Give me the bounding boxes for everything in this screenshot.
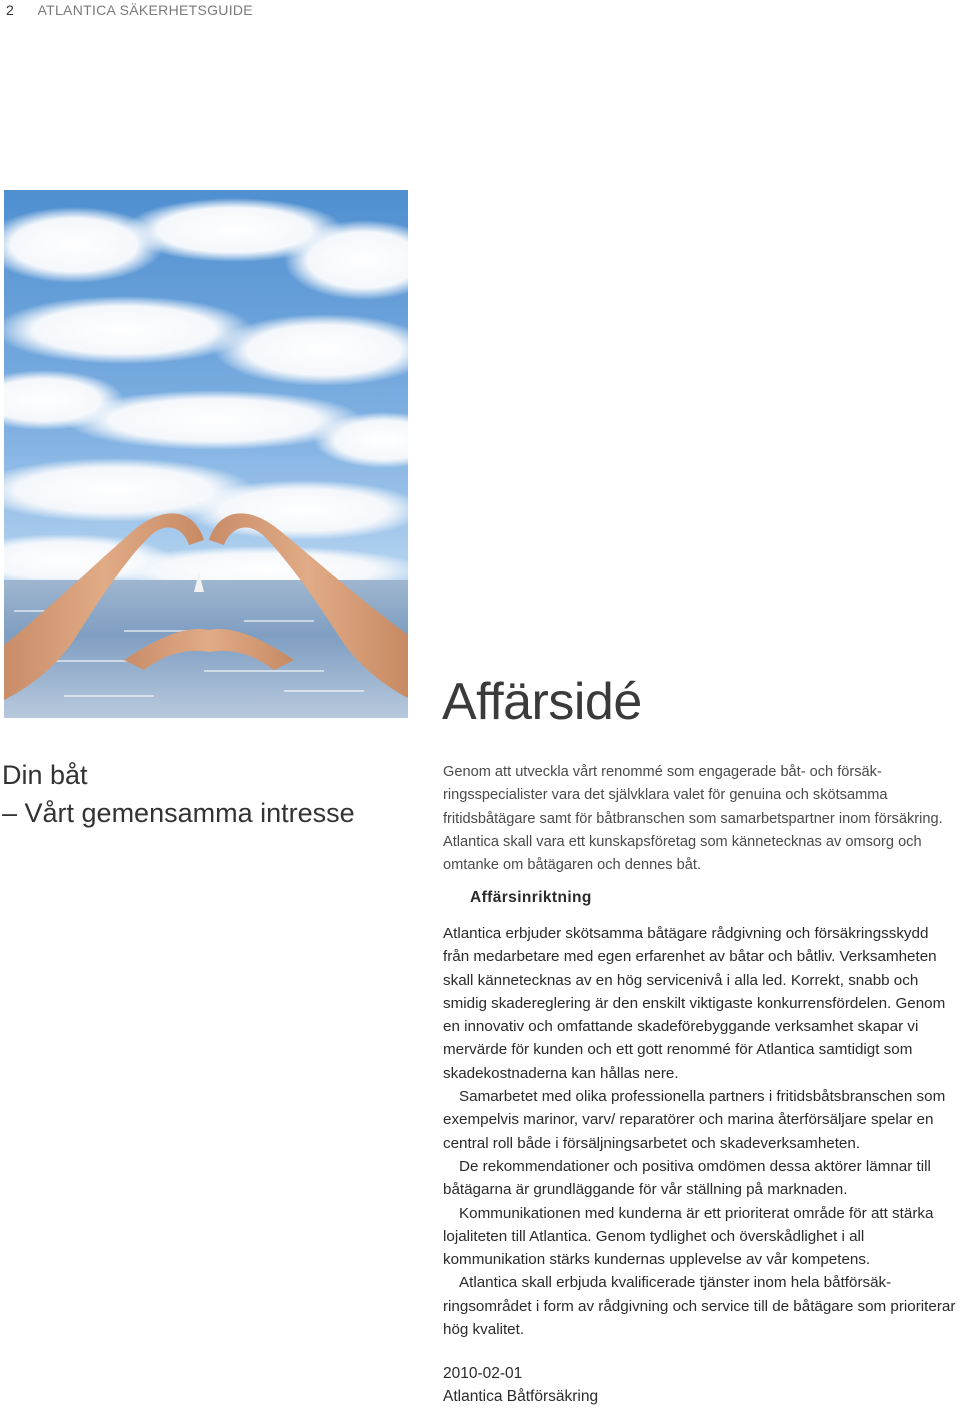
body-paragraph: De rekommendationer och positiva omdömen dessa aktörer lämnar till båtägarna är grundläggande för vår ställning på marknaden. <box>443 1157 931 1199</box>
section-body <box>443 922 958 1341</box>
side-heading <box>2 756 355 832</box>
body-paragraph: Atlantica erbjuder skötsamma båtägare rådgivning och försäkringsskydd från medarbetare med egen erfarenhet av båtar och båtliv. Verksamheten skall kännetecknas av en hög servicenivå i alla led. Korrekt, snabb och smidig skadereglering är den enskilt viktigaste konkurrensfördelen. Genom en innovativ och omfattande skadeförebyggande verksamhet skapar vi mervärde för kunden och ett gott renommé för Atlantica samtidigt som skadekostnaderna kan hållas nere. <box>443 925 946 1082</box>
heart-hands-photo <box>4 190 408 718</box>
footer-company: Atlantica Båtförsäkring <box>443 1388 599 1405</box>
body-paragraph: Samarbetet med olika professionella partners i fritidsbåtsbranschen som exempelvis marinor, varv/ reparatörer och marina återförsäljare spelar en central roll både i försäljningsarbetet och skadeverksamheten. <box>443 1088 946 1152</box>
body-paragraph: Kommunikationen med kunderna är ett prioriterat område för att stärka lojaliteten till Atlantica. Genom tydlighet och överskådlighet i all kommunikation stärks kundernas upplevelse av vår kompetens. <box>443 1204 934 1269</box>
intro-paragraph: Genom att utveckla vårt renommé som engagerade båt- och försäkringsspecialister vara det självklara valet för genuina och skötsamma fritidsbåtägare samt för båtbranschen som samarbetspartner inom försäkring. Atlantica skall vara ett kunskapsföretag som kännetecknas av omsorg och omtanke om båtägaren och dennes båt. <box>443 764 943 874</box>
footer-date: 2010-02-01 <box>443 1365 523 1382</box>
guide-title: ATLANTICA SÄKERHETSGUIDE <box>37 2 253 18</box>
running-header <box>6 2 253 18</box>
section-heading: Affärsinriktning <box>470 889 592 906</box>
side-heading-line-1: Din båt <box>2 760 88 790</box>
page-title: Affärsidé <box>442 673 642 731</box>
side-heading-line-2: – Vårt gemensamma intresse <box>2 798 355 828</box>
page-number: 2 <box>6 2 15 18</box>
footer <box>443 1362 598 1408</box>
body-paragraph: Atlantica skall erbjuda kvalificerade tjänster inom hela båtförsäkringsområdet i form av rådgivning och service till de båtägare som prioriterar hög kvalitet. <box>443 1274 956 1339</box>
